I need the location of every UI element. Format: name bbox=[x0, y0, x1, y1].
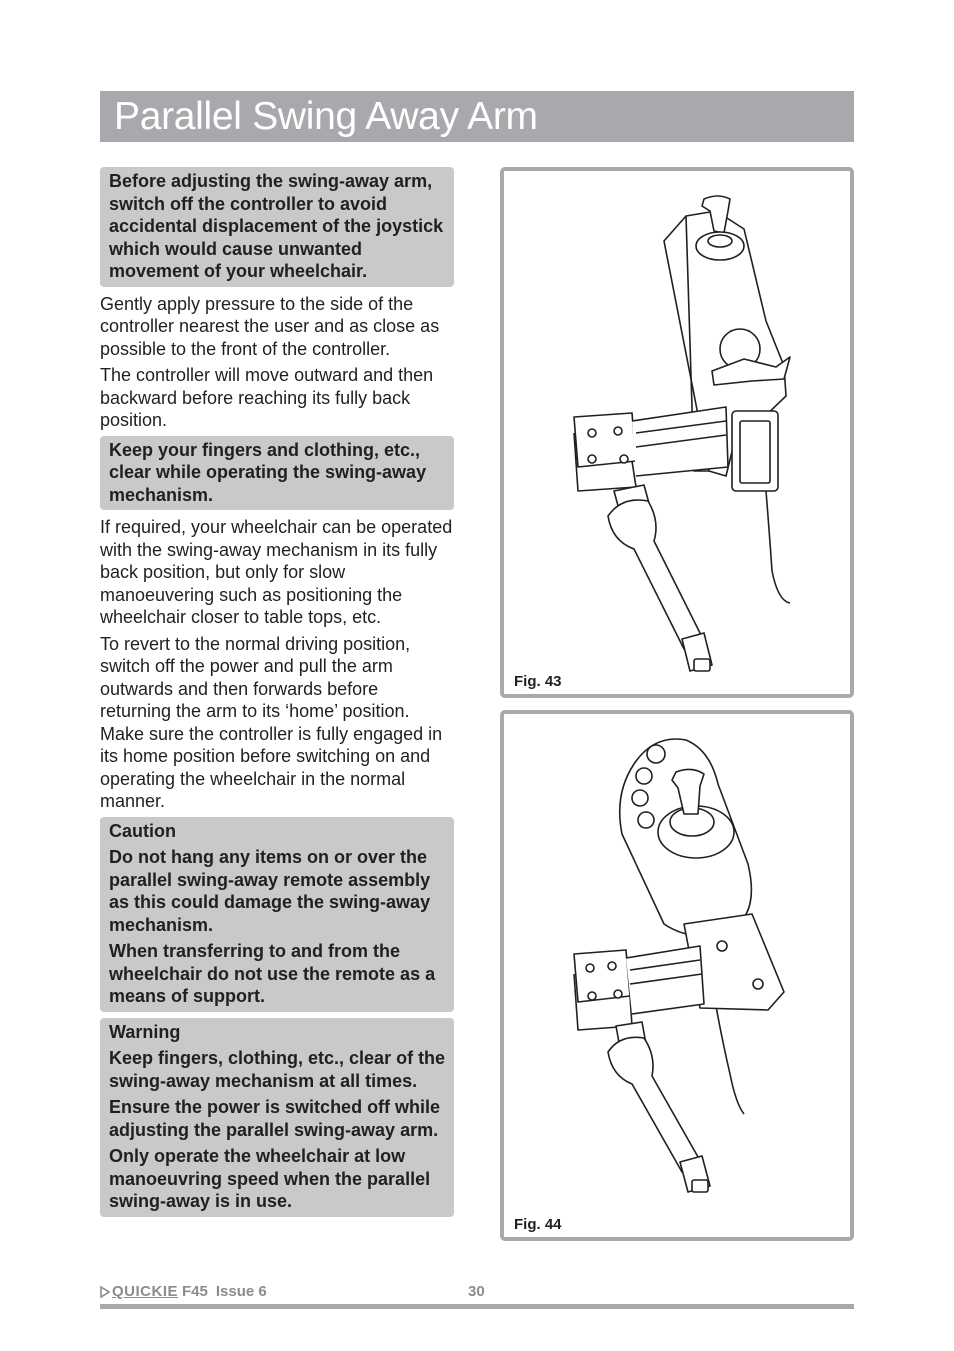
warning-text: Only operate the wheelchair at low manoeuvring speed when the parallel swing-away is in use. bbox=[109, 1146, 431, 1211]
caution-text: When transferring to and from the wheelchair do not use the remote as a means of support. bbox=[109, 941, 436, 1006]
page-number: 30 bbox=[468, 1283, 485, 1300]
controller-top-view-illustration bbox=[504, 714, 850, 1237]
figure-caption: Fig. 44 bbox=[514, 1216, 562, 1233]
text-column bbox=[100, 167, 454, 1223]
warning-text: Ensure the power is switched off while adjusting the parallel swing-away arm. bbox=[109, 1097, 441, 1140]
note-text: Keep your fingers and clothing, etc., clear while operating the swing-away mechanism. bbox=[109, 439, 427, 505]
issue-number: Issue 6 bbox=[215, 1283, 267, 1300]
body-paragraph: The controller will move outward and then backward before reaching its fully back position. bbox=[100, 365, 434, 430]
footer-brand bbox=[100, 1283, 267, 1300]
title-bar bbox=[100, 91, 854, 142]
note-box-controller-off bbox=[100, 167, 454, 287]
brand-name: QUICKIE bbox=[112, 1283, 179, 1300]
figure-43 bbox=[500, 167, 854, 698]
page-footer bbox=[100, 1283, 854, 1303]
page-title: Parallel Swing Away Arm bbox=[114, 95, 538, 138]
footer-rule bbox=[100, 1304, 854, 1309]
controller-side-view-illustration bbox=[504, 171, 850, 694]
body-paragraph: If required, your wheelchair can be operated with the swing-away mechanism in its fully back position, but only for slow manoeuvering such as positioning the wheelchair closer to table tops, etc. bbox=[100, 517, 453, 627]
caution-heading: Caution bbox=[109, 820, 176, 841]
body-paragraph: To revert to the normal driving position, switch off the power and pull the arm outwards and then forwards before returning the arm to its ‘home’ position. Make sure the controller is fully engaged in its home position before switching on and operating the wheelchair in the normal manner. bbox=[100, 633, 443, 811]
model-name: F45 bbox=[182, 1283, 208, 1300]
caution-box bbox=[100, 817, 454, 1012]
note-box-fingers-clear bbox=[100, 436, 454, 511]
triangle-logo-icon bbox=[100, 1286, 110, 1298]
figure-caption: Fig. 43 bbox=[514, 673, 562, 690]
body-paragraph: Gently apply pressure to the side of the controller nearest the user and as close as possible to the front of the controller. bbox=[100, 293, 440, 359]
figure-44 bbox=[500, 710, 854, 1241]
warning-heading: Warning bbox=[109, 1021, 181, 1042]
warning-box bbox=[100, 1018, 454, 1217]
note-text: Before adjusting the swing-away arm, switch off the controller to avoid accidental displacement of the joystick which would cause unwanted movement of your wheelchair. bbox=[109, 171, 444, 281]
caution-text: Do not hang any items on or over the parallel swing-away remote assembly as this could damage the swing-away mechanism. bbox=[109, 847, 431, 935]
warning-text: Keep fingers, clothing, etc., clear of the swing-away mechanism at all times. bbox=[109, 1048, 446, 1091]
